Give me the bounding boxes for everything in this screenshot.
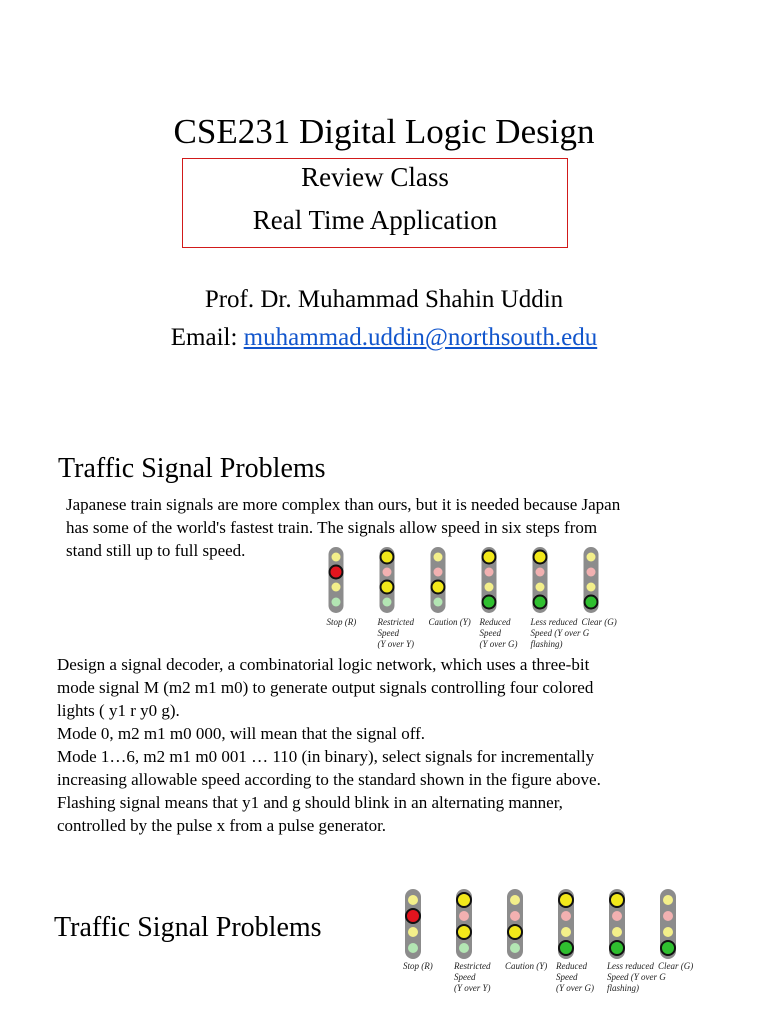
paragraph-line: controlled by the pulse x from a pulse generator. [57, 816, 387, 835]
signal-label: Speed [556, 972, 578, 982]
lamp-y1 [587, 553, 596, 562]
signal-2 [377, 547, 415, 649]
intro-line: has some of the world's fastest train. The signals allow speed in six steps from [66, 518, 598, 537]
signal-label: Less reduced [607, 961, 654, 971]
lamp-r [510, 911, 520, 921]
lamp-g-lit [585, 596, 598, 609]
lamp-y1-lit [457, 893, 471, 907]
page-title: CSE231 Digital Logic Design [173, 112, 595, 151]
signal-label: Speed (Y over G [607, 972, 666, 982]
lamp-y1 [434, 553, 443, 562]
lamp-r [485, 568, 494, 577]
signal-label: (Y over Y) [377, 639, 414, 649]
email-link[interactable]: muhammad.uddin@northsouth.edu [243, 324, 598, 351]
signal-label: (Y over G) [556, 983, 594, 993]
lamp-y0 [536, 583, 545, 592]
lamp-r [663, 911, 673, 921]
lamp-y0-lit [457, 925, 471, 939]
lamp-y0 [612, 927, 622, 937]
signal-4 [555, 889, 594, 993]
lamp-y0 [408, 927, 418, 937]
paragraph-line: Design a signal decoder, a combinatorial logic network, which uses a three-bit [57, 655, 590, 674]
lamp-y1 [510, 895, 520, 905]
paragraph-line: increasing allowable speed according to the standard shown in the figure above. [57, 770, 601, 789]
signal-label: Stop (R) [403, 961, 433, 971]
signal-5 [530, 547, 590, 649]
signal-6 [582, 547, 617, 627]
subtitle-real-time-application: Real Time Application [252, 205, 498, 235]
signal-label: (Y over G) [479, 639, 518, 649]
lamp-y0 [663, 927, 673, 937]
paragraph-line: Mode 0, m2 m1 m0 000, will mean that the signal off. [57, 724, 425, 743]
signal-1 [403, 889, 433, 971]
paragraph-line: Mode 1…6, m2 m1 m0 001 … 110 (in binary), select signals for incrementally [57, 747, 595, 766]
lamp-y1 [332, 553, 341, 562]
lamp-r [383, 568, 392, 577]
email-label: Email: [170, 324, 244, 351]
lamp-y0 [332, 583, 341, 592]
lamp-y0 [587, 583, 596, 592]
signal-label: (Y over Y) [454, 983, 491, 993]
lamp-r [612, 911, 622, 921]
lamp-r [587, 568, 596, 577]
signal-label: Stop (R) [326, 617, 357, 627]
lamp-g-lit [483, 596, 496, 609]
signal-label: Reduced [556, 961, 587, 971]
signal-label: Caution (Y) [505, 961, 548, 971]
lamp-y1-lit [559, 893, 573, 907]
lamp-r [434, 568, 443, 577]
author-name: Prof. Dr. Muhammad Shahin Uddin [204, 286, 564, 313]
signal-1 [327, 547, 357, 627]
signal-label: Speed [479, 628, 501, 638]
lamp-g-lit [661, 941, 675, 955]
lamp-g [383, 598, 392, 607]
lamp-y0 [485, 583, 494, 592]
lamp-g [510, 943, 520, 953]
lamp-y1-lit [483, 551, 496, 564]
lamp-r [459, 911, 469, 921]
lamp-y1 [408, 895, 418, 905]
lamp-y1-lit [610, 893, 624, 907]
signal-2 [453, 889, 491, 993]
email-line [0, 322, 768, 354]
signal-label: flashing) [530, 639, 563, 649]
signal-label: Restricted [377, 617, 414, 627]
paragraph-line: lights ( y1 r y0 g). [57, 701, 180, 720]
section-1-title: Traffic Signal Problems [58, 453, 326, 484]
signal-label: Clear (G) [658, 961, 694, 971]
lamp-y0-lit [381, 581, 394, 594]
signal-label: Speed (Y over G [530, 628, 590, 638]
lamp-r [561, 911, 571, 921]
paragraph-line: mode signal M (m2 m1 m0) to generate output signals controlling four colored [57, 678, 594, 697]
lamp-y1 [663, 895, 673, 905]
lamp-g [459, 943, 469, 953]
intro-line: stand still up to full speed. [66, 541, 246, 560]
lamp-r-lit [330, 566, 343, 579]
signal-label: Restricted [454, 961, 491, 971]
lamp-y1-lit [381, 551, 394, 564]
signal-label: Reduced [479, 617, 511, 627]
signal-5 [606, 889, 666, 993]
subtitle-review-class: Review Class [301, 162, 449, 192]
signal-3 [505, 889, 547, 971]
lamp-g-lit [534, 596, 547, 609]
signal-label: Speed [377, 628, 399, 638]
section-2-title: Traffic Signal Problems [54, 912, 322, 943]
signal-label: Clear (G) [581, 617, 617, 627]
lamp-y0-lit [432, 581, 445, 594]
lamp-r-lit [406, 909, 420, 923]
lamp-g-lit [559, 941, 573, 955]
signal-label: Speed [454, 972, 476, 982]
lamp-g [408, 943, 418, 953]
signal-6 [658, 889, 693, 971]
signal-3 [429, 547, 471, 627]
lamp-g [434, 598, 443, 607]
signal-4 [479, 547, 518, 649]
paragraph-line: Flashing signal means that y1 and g should blink in an alternating manner, [57, 793, 563, 812]
intro-line: Japanese train signals are more complex than ours, but it is needed because Japan [66, 495, 621, 514]
signal-label: Less reduced [530, 617, 578, 627]
signal-label: Caution (Y) [428, 617, 471, 627]
lamp-y0 [561, 927, 571, 937]
lamp-g [332, 598, 341, 607]
lamp-y1-lit [534, 551, 547, 564]
problem-description [57, 653, 717, 837]
signal-figure-1 [300, 545, 660, 657]
lamp-g-lit [610, 941, 624, 955]
lamp-r [536, 568, 545, 577]
signal-label: flashing) [607, 983, 640, 993]
signal-figure-2 [385, 886, 720, 1004]
lamp-y0-lit [508, 925, 522, 939]
